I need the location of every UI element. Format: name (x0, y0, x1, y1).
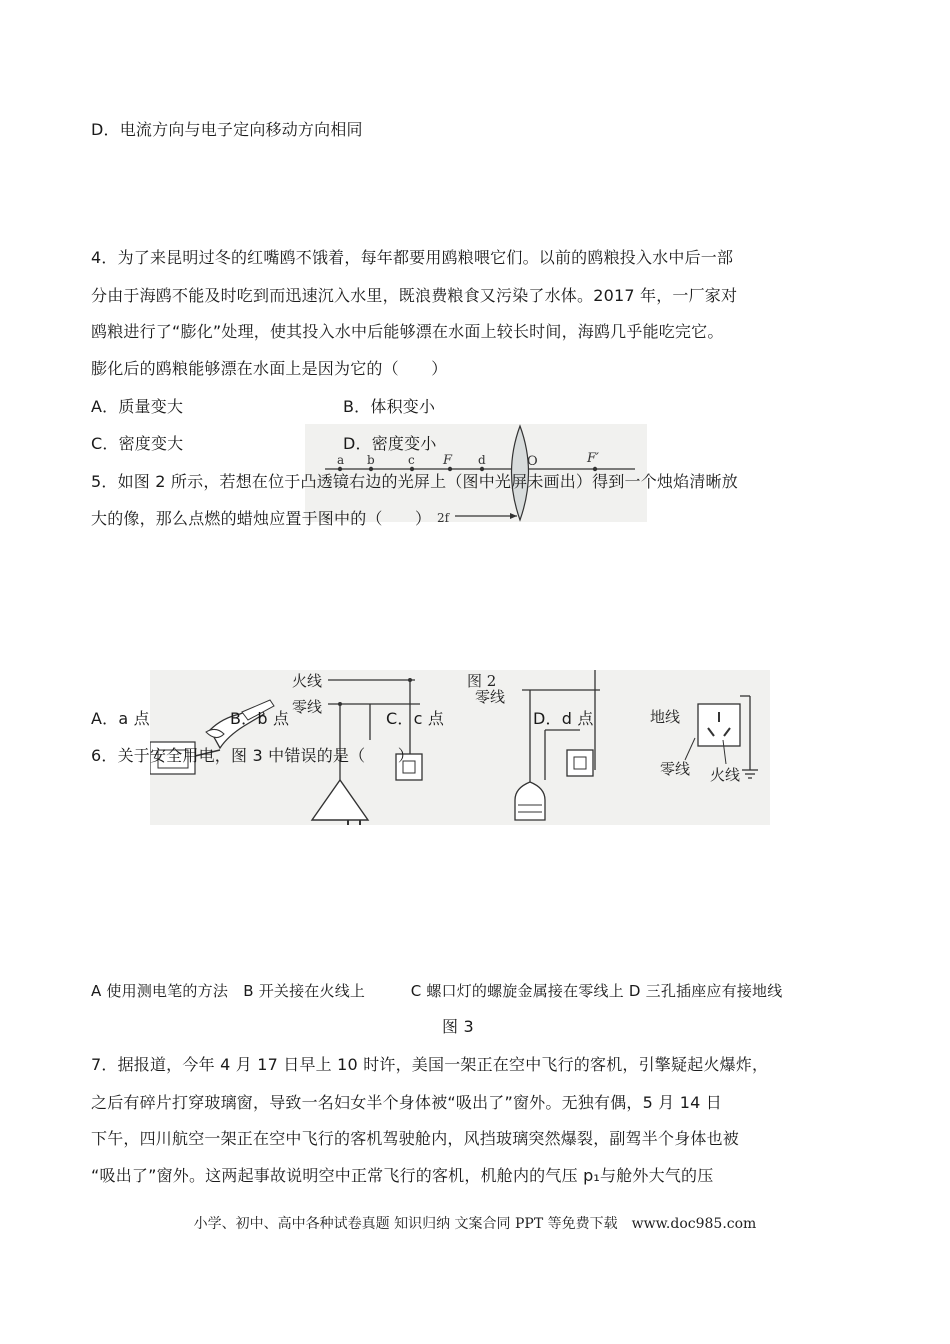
q5-option-b: B．b 点 (230, 709, 290, 728)
point-a (338, 467, 342, 471)
label-a: a (337, 453, 345, 467)
q4-line-4: 膨化后的鸥粮能够漂在水面上是因为它的（ ） (91, 359, 448, 378)
q4-line-2: 分由于海鸥不能及时吃到而迅速沉入水里，既浪费粮食又污染了水体。2017 年，一厂家对 (91, 286, 738, 305)
label-d: d (478, 453, 486, 467)
q4-option-d: D．密度变小 (343, 434, 437, 453)
label-c: c (408, 453, 415, 467)
q7-line-1: 7．据报道，今年 4 月 17 日早上 10 时许，美国一架正在空中飞行的客机，引擎疑起火爆炸， (91, 1055, 769, 1074)
label-f: F (443, 453, 453, 468)
q5-option-a: A．a 点 (91, 709, 150, 728)
q6-options: A 使用测电笔的方法 B 开关接在火线上 C 螺口灯的螺旋金属接在零线上 D 三孔插座应有接地线 (91, 982, 783, 1000)
q5-line-2: 大的像，那么点燃的蜡烛应置于图中的（ ） (91, 509, 432, 528)
point-f-right (593, 467, 597, 471)
q7-line-4: “吸出了”窗外。这两起事故说明空中正常飞行的客机，机舱内的气压 p₁与舱外大气的压 (91, 1166, 714, 1185)
q7-line-2: 之后有碎片打穿玻璃窗，导致一名妇女半个身体被“吸出了”窗外。无独有偶，5 月 14 日 (91, 1093, 722, 1112)
fire-line-label-right: 火线 (710, 766, 741, 784)
page-footer: 小学、初中、高中各种试卷真题 知识归纳 文案合同 PPT 等免费下载 www.doc985.com (193, 1216, 757, 1232)
q6-stem: 6．关于安全用电，图 3 中错误的是（ ） (91, 746, 414, 765)
q4-option-b: B．体积变小 (343, 397, 436, 416)
point-c (410, 467, 414, 471)
label-2f: 2f (437, 511, 450, 522)
fire-line-label: 火线 (292, 672, 323, 690)
q5-option-d: D．d 点 (533, 709, 594, 728)
q4-option-c: C．密度变大 (91, 434, 184, 453)
label-f-prime: F′ (587, 451, 599, 466)
label-b: b (367, 453, 375, 467)
zero-line-label-right: 零线 (660, 760, 691, 778)
q5-option-c: C．c 点 (386, 709, 445, 728)
point-d (480, 467, 484, 471)
q4-option-a: A．质量变大 (91, 397, 184, 416)
figure-3-caption: 图 3 (442, 1017, 474, 1036)
ground-line-label: 地线 (650, 708, 681, 726)
q4-line-1: 4．为了来昆明过冬的红嘴鸥不饿着，每年都要用鸥粮喂它们。以前的鸥粮投入水中后一部 (91, 248, 734, 267)
q3-option-d: D．电流方向与电子定向移动方向相同 (91, 120, 363, 139)
label-o: O (527, 454, 538, 469)
zero-line-label: 零线 (292, 698, 323, 716)
figure-2-caption: 图 2 (467, 672, 497, 690)
q4-line-3: 鸥粮进行了“膨化”处理，使其投入水中后能够漂在水面上较长时间，海鸥几乎能吃完它。 (91, 322, 724, 341)
point-b (369, 467, 373, 471)
q5-line-1: 5．如图 2 所示，若想在位于凸透镜右边的光屏上（图中光屏未画出）得到一个烛焰清晰放 (91, 472, 738, 491)
q7-line-3: 下午，四川航空一架正在空中飞行的客机驾驶舱内，风挡玻璃突然爆裂，副驾半个身体也被 (91, 1129, 740, 1148)
zero-line-label-2: 零线 (475, 688, 506, 706)
